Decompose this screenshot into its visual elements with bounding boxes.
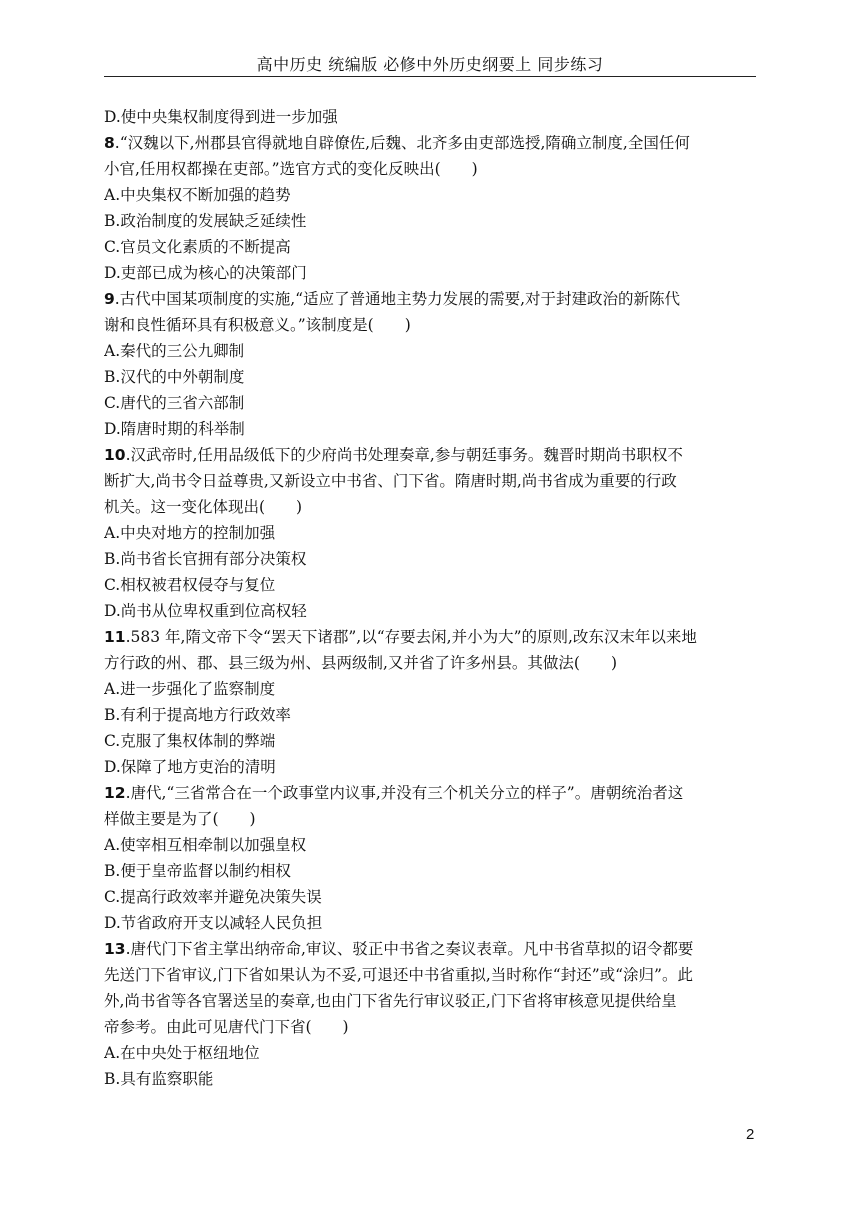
text-line [104, 390, 756, 416]
text-line [104, 468, 756, 494]
page-number: 2 [746, 1126, 755, 1143]
line-text: 帝参考。由此可见唐代门下省( ) [104, 1018, 349, 1036]
line-text: 谢和良性循环具有积极意义。”该制度是( ) [104, 316, 411, 334]
text-line [104, 884, 756, 910]
text-line [104, 1066, 756, 1092]
line-text: B.具有监察职能 [104, 1070, 214, 1088]
line-text: A.使宰相互相牵制以加强皇权 [104, 836, 307, 854]
line-text: B.尚书省长官拥有部分决策权 [104, 550, 307, 568]
question-number: 11 [104, 628, 126, 646]
text-line [104, 182, 756, 208]
header-divider [104, 76, 756, 77]
text-line [104, 676, 756, 702]
text-line [104, 494, 756, 520]
line-text: B.便于皇帝监督以制约相权 [104, 862, 291, 880]
question-stem-line [104, 624, 756, 650]
text-line [104, 598, 756, 624]
line-text: A.中央对地方的控制加强 [104, 524, 276, 542]
text-line [104, 546, 756, 572]
line-text: A.秦代的三公九卿制 [104, 342, 245, 360]
line-text: B.汉代的中外朝制度 [104, 368, 245, 386]
line-text: 断扩大,尚书令日益尊贵,又新设立中书省、门下省。隋唐时期,尚书省成为重要的行政 [104, 472, 677, 490]
line-text: 方行政的州、郡、县三级为州、县两级制,又并省了许多州县。其做法( ) [104, 654, 618, 672]
question-number: 10 [104, 446, 126, 464]
line-text: .583 年,隋文帝下令“罢天下诸郡”,以“存要去闲,并小为大”的原则,改东汉末年以来地 [125, 628, 697, 646]
question-content [104, 104, 756, 1092]
question-stem-line [104, 936, 756, 962]
text-line [104, 988, 756, 1014]
line-text: D.节省政府开支以减轻人民负担 [104, 914, 323, 932]
text-line [104, 416, 756, 442]
text-line [104, 962, 756, 988]
line-text: .“汉魏以下,州郡县官得就地自辟僚佐,后魏、北齐多由吏部选授,隋确立制度,全国任何 [114, 134, 690, 152]
text-line [104, 858, 756, 884]
text-line [104, 702, 756, 728]
text-line [104, 650, 756, 676]
line-text: D.吏部已成为核心的决策部门 [104, 264, 307, 282]
question-number: 8 [104, 134, 115, 152]
question-number: 13 [104, 940, 126, 958]
line-text: 机关。这一变化体现出( ) [104, 498, 303, 516]
line-text: C.相权被君权侵夺与复位 [104, 576, 276, 594]
text-line [104, 312, 756, 338]
text-line [104, 1014, 756, 1040]
line-text: C.唐代的三省六部制 [104, 394, 245, 412]
line-text: B.有利于提高地方行政效率 [104, 706, 291, 724]
question-number: 9 [104, 290, 115, 308]
line-text: 外,尚书省等各官署送呈的奏章,也由门下省先行审议驳正,门下省将审核意见提供给皇 [104, 992, 677, 1010]
line-text: C.官员文化素质的不断提高 [104, 238, 291, 256]
text-line [104, 338, 756, 364]
line-text: D.使中央集权制度得到进一步加强 [104, 108, 338, 126]
line-text: A.中央集权不断加强的趋势 [104, 186, 291, 204]
text-line [104, 910, 756, 936]
line-text: D.尚书从位卑权重到位高权轻 [104, 602, 307, 620]
text-line [104, 832, 756, 858]
question-stem-line [104, 780, 756, 806]
question-stem-line [104, 442, 756, 468]
line-text: C.克服了集权体制的弊端 [104, 732, 276, 750]
text-line [104, 208, 756, 234]
text-line [104, 572, 756, 598]
text-line [104, 364, 756, 390]
line-text: D.保障了地方吏治的清明 [104, 758, 276, 776]
line-text: .汉武帝时,任用品级低下的少府尚书处理奏章,参与朝廷事务。魏晋时期尚书职权不 [125, 446, 683, 464]
line-text: 先送门下省审议,门下省如果认为不妥,可退还中书省重拟,当时称作“封还”或“涂归”。此 [104, 966, 693, 984]
question-stem-line [104, 286, 756, 312]
line-text: .古代中国某项制度的实施,“适应了普通地主势力发展的需要,对于封建政治的新陈代 [114, 290, 681, 308]
text-line [104, 156, 756, 182]
question-stem-line [104, 130, 756, 156]
text-line [104, 260, 756, 286]
line-text: C.提高行政效率并避免决策失误 [104, 888, 322, 906]
text-line [104, 728, 756, 754]
text-line [104, 754, 756, 780]
question-number: 12 [104, 784, 126, 802]
line-text: A.进一步强化了监察制度 [104, 680, 276, 698]
line-text: B.政治制度的发展缺乏延续性 [104, 212, 307, 230]
line-text: 样做主要是为了( ) [104, 810, 256, 828]
line-text: D.隋唐时期的科举制 [104, 420, 245, 438]
text-line [104, 520, 756, 546]
line-text: .唐代,“三省常合在一个政事堂内议事,并没有三个机关分立的样子”。唐朝统治者这 [125, 784, 684, 802]
text-line [104, 234, 756, 260]
line-text: 小官,任用权都操在吏部。”选官方式的变化反映出( ) [104, 160, 478, 178]
line-text: A.在中央处于枢纽地位 [104, 1044, 260, 1062]
text-line [104, 1040, 756, 1066]
text-line [104, 806, 756, 832]
line-text: .唐代门下省主掌出纳帝命,审议、驳正中书省之奏议表章。凡中书省草拟的诏令都要 [125, 940, 694, 958]
page-header: 高中历史 统编版 必修中外历史纲要上 同步练习 [256, 55, 604, 74]
text-line [104, 104, 756, 130]
